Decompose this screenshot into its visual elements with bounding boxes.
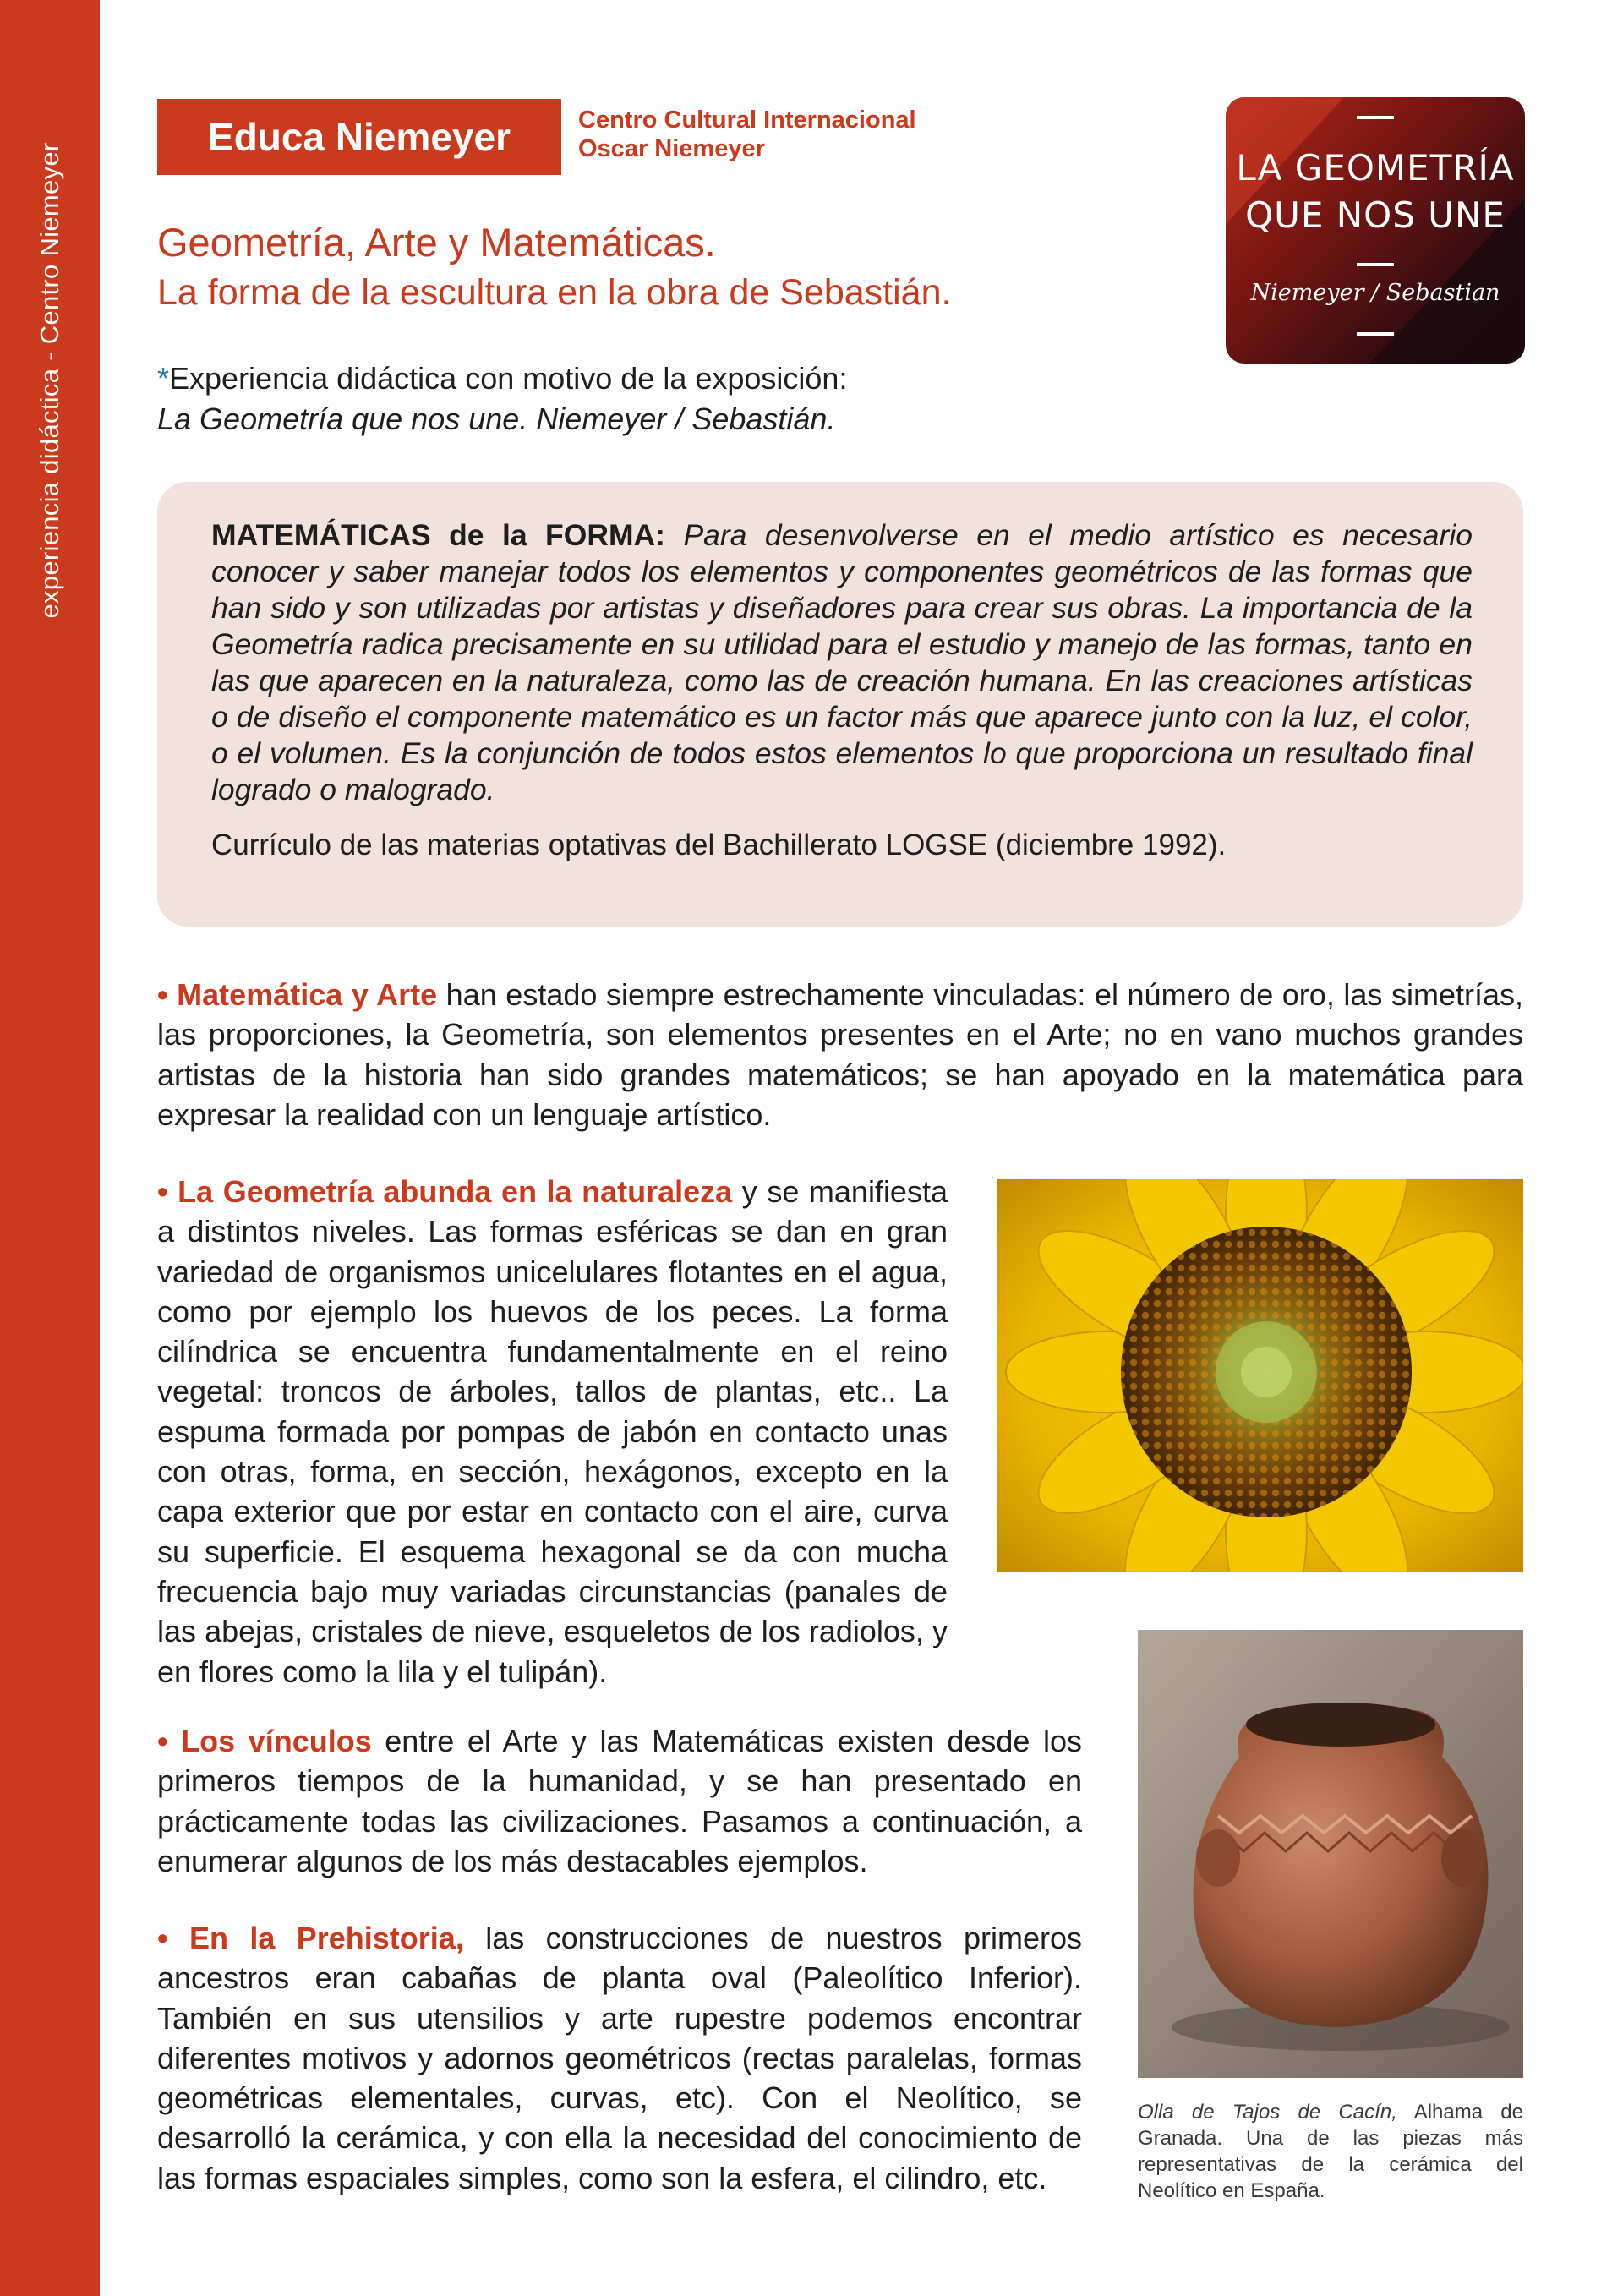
intro-line-2: La Geometría que nos une. Niemeyer / Sebastián. (157, 402, 836, 436)
intro-note (157, 358, 847, 440)
intro-asterisk: * (157, 361, 170, 396)
section-highlight: • En la Prehistoria, (157, 1921, 464, 1955)
organization-name (578, 106, 916, 163)
section-highlight: • Los vínculos (157, 1724, 372, 1758)
exhibition-logo (1226, 97, 1525, 364)
logo-rule-bottom (1357, 332, 1394, 336)
section-math-art (157, 975, 1523, 1134)
quote-source: Currículo de las materias optativas del Bachillerato LOGSE (diciembre 1992). (211, 828, 1227, 861)
logo-rule-middle (1357, 263, 1394, 266)
section-highlight: • La Geometría abunda en la naturaleza (157, 1174, 733, 1209)
logo-rule-top (1357, 116, 1394, 119)
section-geometry-nature (157, 1172, 948, 1692)
quote-text: Para desenvolverse en el medio artístico es necesario conocer y saber manejar todos los elementos y componentes geométricos de las formas que han sido y son utilizadas por artistas y diseñadores para crear sus obras. La importancia de la Geometría radica precisamente en su utilidad para el estudio y manejo de las formas, tanto en las que aparecen en la naturaleza, como las de creación humana. En las creaciones artísticas o de diseño el componente matemático es un factor más que aparece junto con la luz, el color, o el volumen. Es la conjunción de todos estos elementos lo que proporciona un resultado final logrado o malogrado. (211, 518, 1473, 806)
logo-signature: Niemeyer / Sebastian (1250, 280, 1500, 306)
org-line-1: Centro Cultural Internacional (578, 107, 916, 134)
brand-name: Educa Niemeyer (208, 115, 511, 159)
neolithic-pot-photo (1138, 1630, 1523, 2078)
section-prehistory (157, 1918, 1082, 2198)
sunflower-photo (997, 1179, 1523, 1572)
quote-lead: MATEMÁTICAS de la FORMA: (211, 518, 665, 552)
quote-box (157, 482, 1523, 927)
section-text: y se manifiesta a distintos niveles. Las formas esféricas se dan en gran variedad de organismos unicelulares flotantes en el agua, como por ejemplo los huevos de los peces. La forma cilíndrica se encuentra fundamentalmente en el reino vegetal: troncos de árboles, tallos de plantas, etc.. La espuma formada por pompas de jabón en contacto unas con otras, forma, en sección, hexágonos, excepto en la capa exterior que por estar en contacto con el aire, curva su superficie. El esquema hexagonal se da con mucha frecuencia bajo muy variadas circunstancias (panales de las abejas, cristales de nieve, esqueletos de los radiolos, y en flores como la lila y el tulipán). (157, 1174, 948, 1689)
photo-caption (1138, 2099, 1523, 2204)
section-text: las construcciones de nuestros primeros ancestros eran cabañas de planta oval (Paleolítico Inferior). También en sus utensilios y arte rupestre podemos encontrar diferentes motivos y adornos geométricos (rectas paralelas, formas geométricas elementales, curvas, etc). Con el Neolítico, se desarrolló la cerámica, y con ella la necesidad del conocimiento de las formas espaciales simples, como son la esfera, el cilindro, etc. (157, 1921, 1082, 2195)
intro-line-1: Experiencia didáctica con motivo de la exposición: (169, 361, 848, 396)
logo-title-line-2: QUE NOS UNE (1245, 194, 1506, 236)
sidebar-vertical-text: experiencia didáctica - Centro Niemeyer (35, 142, 64, 619)
section-links (157, 1721, 1082, 1881)
caption-text: Alhama de Granada. Una de las piezas más representativas de la cerámica del Neolítico en España. (1138, 2101, 1523, 2202)
section-text: entre el Arte y las Matemáticas existen desde los primeros tiempos de la humanidad, y se han presentado en prácticamente todas las civilizaciones. Pasamos a continuación, a enumerar algunos de los más destacables ejemplos. (157, 1724, 1082, 1878)
brand-logo (157, 99, 561, 175)
page-subtitle: La forma de la escultura en la obra de Sebastián. (157, 272, 952, 313)
section-highlight: • Matemática y Arte (157, 977, 438, 1012)
logo-title-line-1: LA GEOMETRÍA (1236, 147, 1515, 189)
caption-italic: Olla de Tajos de Cacín, (1138, 2101, 1397, 2124)
section-text: han estado siempre estrechamente vinculadas: el número de oro, las simetrías, las proporciones, la Geometría, son elementos presentes en el Arte; no en vano muchos grandes artistas de la historia han sido grandes matemáticos; se han apoyado en la matemática para expresar la realidad con un lenguaje artístico. (157, 977, 1523, 1132)
org-line-2: Oscar Niemeyer (578, 135, 765, 162)
quote-body (211, 517, 1473, 808)
page-title: Geometría, Arte y Matemáticas. (157, 220, 716, 265)
